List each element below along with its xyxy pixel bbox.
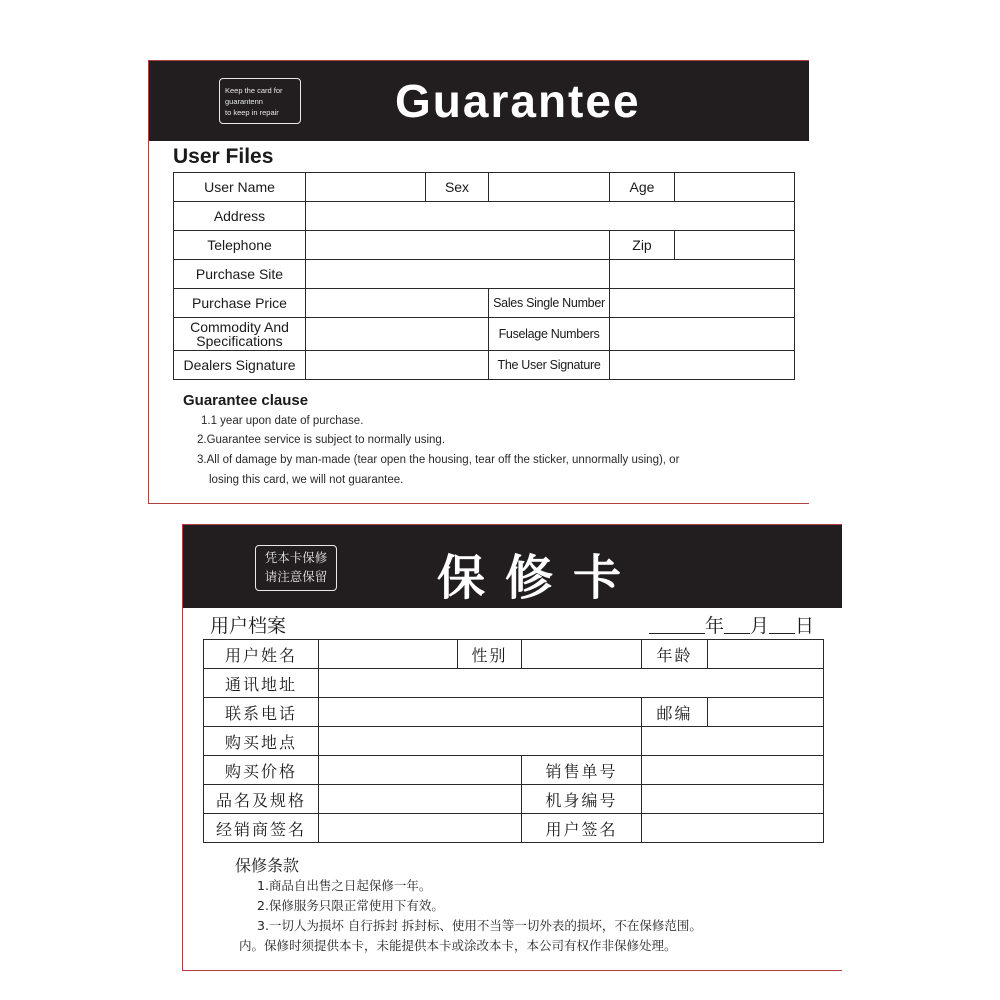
label-specifications-line: Specifications [196,333,283,349]
label-user-signature: 用户签名 [522,814,642,843]
field-purchase-site[interactable] [319,727,642,756]
month-blank[interactable] [724,615,750,634]
label-body-number: 机身编号 [522,785,642,814]
clause-item: 2.Guarantee service is subject to normally using. [197,434,446,446]
month-label: 月 [750,616,770,637]
guarantee-clause-title: 保修条款 [235,856,300,875]
label-sales-single-number: Sales Single Number [489,289,610,318]
field-purchase-price[interactable] [306,289,489,318]
clause-item: 1.1 year upon date of purchase. [201,415,364,427]
clause-item: losing this card, we will not guarantee. [209,474,404,486]
clause-item: 3.一切人为损坏 自行拆封 拆封标、使用不当等一切外表的损坏，不在保修范围。 [257,918,702,933]
label-address: Address [174,202,306,231]
field-telephone[interactable] [306,231,610,260]
label-sex: Sex [426,173,489,202]
label-commodity-specifications [174,318,306,351]
label-telephone: 联系电话 [204,698,319,727]
field-user-signature[interactable] [642,814,824,843]
field-dealer-signature[interactable] [319,814,522,843]
label-purchase-site: 购买地点 [204,727,319,756]
user-files-form [173,172,795,380]
date-line [649,611,814,638]
field-fuselage-numbers[interactable] [610,318,795,351]
clause-item: 3.All of damage by man-made (tear open the housing, tear off the sticker, unnormally using), or [197,454,680,466]
stamp-line: guarantenn [225,96,263,106]
day-blank[interactable] [769,615,795,634]
guarantee-clause-title: Guarantee clause [183,392,309,409]
card-title: Guarantee [395,75,641,127]
field-purchase-site-extra[interactable] [610,260,795,289]
guarantee-card-chinese [182,524,842,971]
field-user-name[interactable] [319,640,458,669]
label-purchase-price: 购买价格 [204,756,319,785]
title-banner [183,525,842,608]
stamp-line: 请注意保留 [264,570,328,584]
title-banner [149,61,809,141]
section-title-user-files: User Files [173,145,274,168]
label-sex: 性别 [458,640,522,669]
stamp-line: Keep the card for [225,85,283,95]
label-user-name: 用户姓名 [204,640,319,669]
label-address: 通讯地址 [204,669,319,698]
field-sex[interactable] [522,640,642,669]
label-purchase-price: Purchase Price [174,289,306,318]
field-age[interactable] [708,640,824,669]
label-sales-number: 销售单号 [522,756,642,785]
field-commodity-specifications[interactable] [306,318,489,351]
clause-item: 1.商品自出售之日起保修一年。 [257,878,432,893]
label-age: 年龄 [642,640,708,669]
field-sales-number[interactable] [642,756,824,785]
field-sex[interactable] [489,173,610,202]
label-dealers-signature: Dealers Signature [174,351,306,380]
year-label: 年 [705,616,725,637]
label-fuselage-numbers: Fuselage Numbers [489,318,610,351]
label-user-signature: The User Signature [489,351,610,380]
field-user-name[interactable] [306,173,426,202]
field-purchase-site-extra[interactable] [642,727,824,756]
day-label: 日 [795,616,815,637]
field-telephone[interactable] [319,698,642,727]
user-files-form [203,639,824,843]
label-product-spec: 品名及规格 [204,785,319,814]
label-commodity-line: Commodity And [190,319,289,335]
field-zip[interactable] [675,231,795,260]
label-user-name: User Name [174,173,306,202]
field-dealers-signature[interactable] [306,351,489,380]
field-user-signature[interactable] [610,351,795,380]
field-sales-single-number[interactable] [610,289,795,318]
clause-item: 2.保修服务只限正常使用下有效。 [257,898,444,913]
keep-card-stamp [219,78,301,124]
guarantee-card-english [148,60,809,504]
field-product-spec[interactable] [319,785,522,814]
field-body-number[interactable] [642,785,824,814]
stamp-line: 凭本卡保修 [264,551,328,565]
card-title: 保修卡 [437,550,642,606]
stamp-line: to keep in repair [225,107,279,117]
label-zip: 邮编 [642,698,708,727]
label-zip: Zip [610,231,675,260]
label-age: Age [610,173,675,202]
field-address[interactable] [306,202,795,231]
label-purchase-site: Purchase Site [174,260,306,289]
field-purchase-price[interactable] [319,756,522,785]
section-title-user-files: 用户档案 [210,616,287,637]
year-blank[interactable] [649,615,705,634]
label-telephone: Telephone [174,231,306,260]
label-dealer-signature: 经销商签名 [204,814,319,843]
field-purchase-site[interactable] [306,260,610,289]
field-address[interactable] [319,669,824,698]
field-zip[interactable] [708,698,824,727]
keep-card-stamp [255,545,337,591]
clause-item: 内。保修时须提供本卡，未能提供本卡或涂改本卡，本公司有权作非保修处理。 [239,938,677,953]
field-age[interactable] [675,173,795,202]
